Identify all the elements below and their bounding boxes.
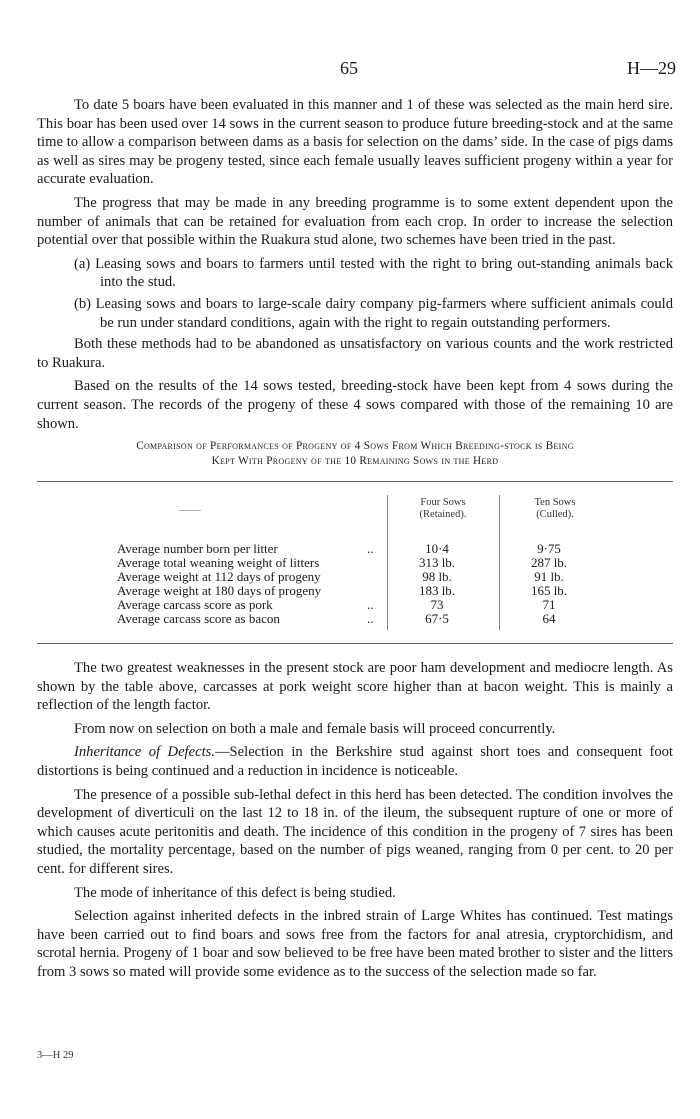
leader-dots: .. xyxy=(367,541,374,557)
list-item: (a) Leasing sows and boars to farmers until tested with the right to bring out-standing animals back into the stud. xyxy=(74,255,673,291)
body-text xyxy=(37,96,673,987)
paragraph: To date 5 boars have been evaluated in this manner and 1 of these was selected as the main herd sire. This boar has been used over 14 sows in the current season to produce future breeding-stock and at the same time to allow a comparison between dams as a basis for selection on the dams’ side. In the case of pigs dams as well as sires may be progeny tested, since each female usually leaves sufficient progeny within a year for accurate evaluation. xyxy=(37,97,673,188)
text-after-table xyxy=(37,659,673,982)
paragraph: Based on the results of the 14 sows tested, breeding-stock have been kept from 4 sows during the current season. The records of the progeny of these 4 sows compared with those of the remaining 10 are shown. xyxy=(37,378,673,432)
row-label: Average carcass score as pork xyxy=(117,597,273,613)
value-retained: 10·4 xyxy=(425,541,449,557)
table-row xyxy=(37,584,673,598)
page-signature: 3—H 29 xyxy=(37,1050,74,1061)
column-header-line: Ten Sows xyxy=(534,497,576,509)
stub-header-dash: —— xyxy=(179,504,201,517)
paragraph: The two greatest weaknesses in the present stock are poor ham development and mediocre length. As shown by the table above, carcasses at pork weight score higher than at bacon weight. This is mainly a reflection of the length factor. xyxy=(37,660,673,714)
page-header xyxy=(0,58,700,82)
leader-dots: .. xyxy=(367,597,374,613)
row-label: Average weight at 112 days of progeny xyxy=(117,569,321,585)
value-culled: 64 xyxy=(542,611,556,627)
column-header-retained xyxy=(387,497,499,521)
document-reference: H—29 xyxy=(627,58,676,78)
paragraph: From now on selection on both a male and female basis will proceed concurrently. xyxy=(74,720,556,737)
table-caption-line: Comparison of Performances of Progeny of 4 Sows From Which Breeding-stock is Being xyxy=(136,440,574,453)
value-culled: 71 xyxy=(542,597,556,613)
value-retained: 183 lb. xyxy=(418,583,456,599)
table-caption-line: Kept With Progeny of the 10 Remaining Sows in the Herd xyxy=(211,455,499,468)
comparison-table xyxy=(37,475,673,645)
value-retained: 67·5 xyxy=(425,611,449,627)
row-label: Average carcass score as bacon xyxy=(117,611,280,627)
column-header-culled xyxy=(499,497,611,521)
section-heading: Inheritance of Defects. xyxy=(74,744,215,761)
table-row xyxy=(37,570,673,584)
value-retained: 313 lb. xyxy=(418,555,456,571)
value-culled: 9·75 xyxy=(537,541,561,557)
value-retained: 73 xyxy=(430,597,444,613)
row-label: Average total weaning weight of litters xyxy=(117,555,320,571)
value-culled: 165 lb. xyxy=(530,583,568,599)
paragraph: Selection against inherited defects in the inbred strain of Large Whites has continued. Test matings have been carried out to find boars and sows free from the factors for anal atresia, cryptorchidism, and scrotal hernia. Progeny of 1 boar and sow believed to be free have been mated brother to sister and the litters from 3 sows so mated will provide some evidence as to the success of the selection made so far. xyxy=(37,908,673,980)
value-retained: 98 lb. xyxy=(422,569,452,585)
table-row xyxy=(37,556,673,570)
column-header-line: (Culled). xyxy=(536,509,574,521)
row-label: Average weight at 180 days of progeny xyxy=(117,583,322,599)
leader-dots: .. xyxy=(367,611,374,627)
column-header-line: (Retained). xyxy=(419,509,467,521)
page-number: 65 xyxy=(340,58,358,78)
paragraph-text: —Selection in the Berkshire stud against short toes and consequent foot distortions is being continued and a reduction in incidence is noticeable. xyxy=(37,744,673,780)
table-bottom-rule xyxy=(37,643,673,644)
list-item: (b) Leasing sows and boars to large-scale dairy company pig-farmers where sufficient animals could be run under standard conditions, again with the right to regain outstanding performers. xyxy=(74,295,673,331)
row-label: Average number born per litter xyxy=(117,541,278,557)
column-header-line: Four Sows xyxy=(420,497,466,509)
paragraph: The progress that may be made in any breeding programme is to some extent dependent upon the number of animals that can be retained for evaluation from each crop. In order to increase the selection potential over that possible within the Ruakura stud alone, two schemes have been tried in the past. xyxy=(37,194,673,249)
table-row xyxy=(37,542,673,556)
table-row xyxy=(37,612,673,626)
paragraph: The presence of a possible sub-lethal defect in this herd has been detected. The condition involves the development of diverticuli on the last 12 to 18 in. of the ileum, the subsequent rupture of one or more of which causes acute peritonitis and death. The incidence of this condition in the progeny of 7 sires has been studied, the mortality percentage, based on the number of pigs weaned, ranging from 0 per cent. to 20 per cent. for different sires. xyxy=(37,786,673,878)
paragraph: Both these methods had to be abandoned as unsatisfactory on various counts and the work restricted to Ruakura. xyxy=(37,336,673,371)
paragraph xyxy=(37,743,673,780)
value-culled: 287 lb. xyxy=(530,555,568,571)
table-row xyxy=(37,598,673,612)
table-top-rule xyxy=(37,481,673,482)
value-culled: 91 lb. xyxy=(534,569,564,585)
paragraph: The mode of inheritance of this defect is being studied. xyxy=(74,884,396,901)
table-caption xyxy=(37,439,673,469)
